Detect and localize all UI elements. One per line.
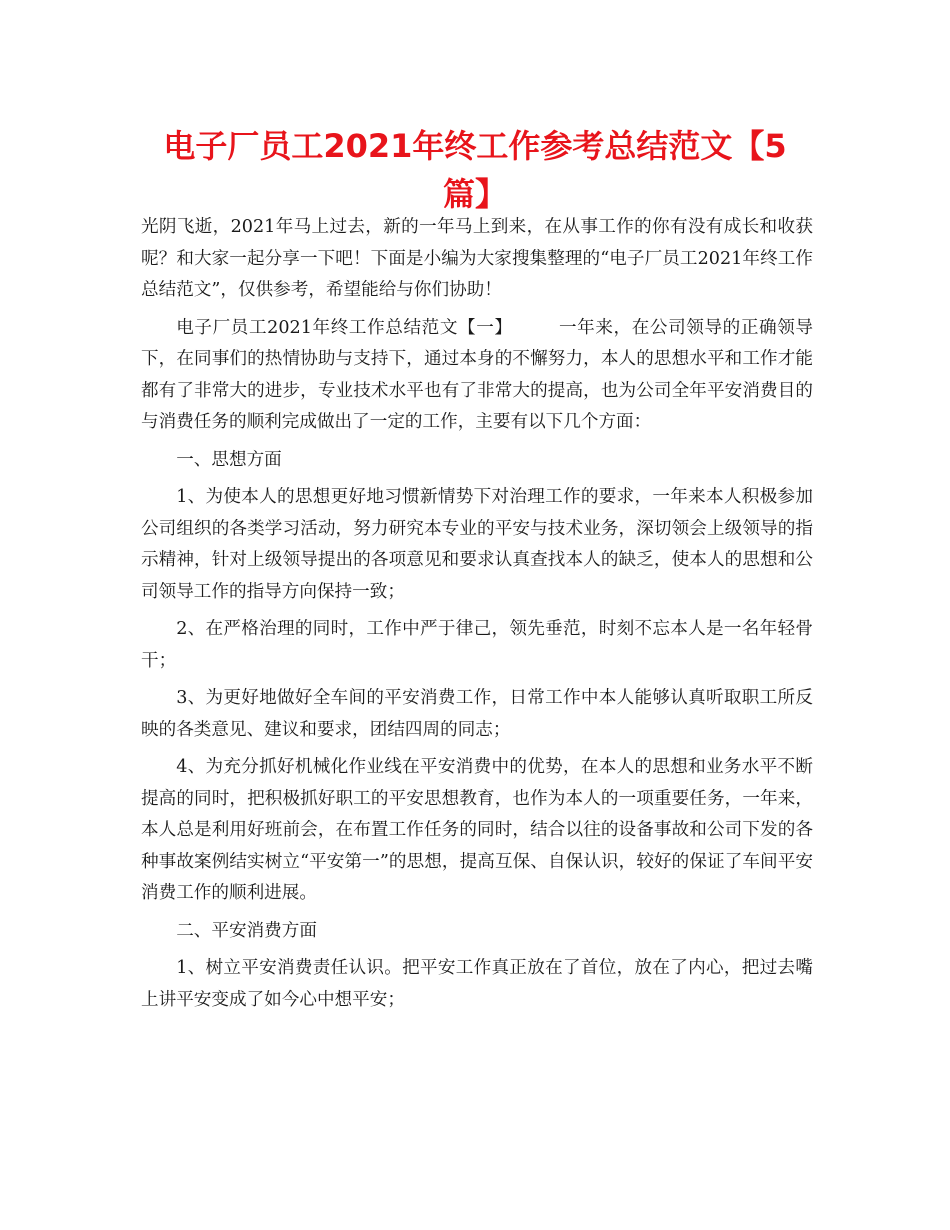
intro-paragraph: 光阴飞逝，2021年马上过去，新的一年马上到来，在从事工作的你有没有成长和收获呢？和大家一起分享一下吧！下面是小编为大家搜集整理的“电子厂员工2021年终工作总结范文”，仅供参考，希望能给与你们协助！ xyxy=(141,217,813,300)
document-body xyxy=(141,212,813,1022)
part1-item-2: 2、在严格治理的同时，工作中严于律己，领先垂范，时刻不忘本人是一名年轻骨干； xyxy=(141,619,813,671)
document-title: 电子厂员工2021年终工作参考总结范文【5篇】 xyxy=(163,127,787,213)
section-paragraph xyxy=(141,313,813,439)
part1-heading: 一、思想方面 xyxy=(176,449,282,470)
part1-item-1: 1、为使本人的思想更好地习惯新情势下对治理工作的要求，一年来本人积极参加公司组织的各类学习活动，努力研究本专业的平安与技术业务，深切领会上级领导的指示精神，针对上级领导提出的各项意见和要求认真查找本人的缺乏，使本人的思想和公司领导工作的指导方向保持一致； xyxy=(141,487,813,602)
part2-item-1: 1、树立平安消费责任认识。把平安工作真正放在了首位，放在了内心，把过去嘴上讲平安变成了如今心中想平安； xyxy=(141,958,813,1010)
section-heading: 电子厂员工2021年终工作总结范文【一】 xyxy=(176,317,513,338)
part1-item-4: 4、为充分抓好机械化作业线在平安消费中的优势，在本人的思想和业务水平不断提高的同时，把积极抓好职工的平安思想教育，也作为本人的一项重要任务，一年来，本人总是利用好班前会，在布置工作任务的同时，结合以往的设备事故和公司下发的各种事故案例结实树立“平安第一”的思想，提高互保、自保认识，较好的保证了车间平安消费工作的顺利进展。 xyxy=(141,757,813,903)
section-intro: 一年来，在公司领导的正确领导下，在同事们的热情协助与支持下，通过本身的不懈努力，本人的思想水平和工作才能都有了非常大的进步，专业技术水平也有了非常大的提高，也为公司全年平安消费目的与消费任务的顺利完成做出了一定的工作，主要有以下几个方面： xyxy=(141,317,813,432)
part2-heading: 二、平安消费方面 xyxy=(176,920,317,941)
part1-item-3: 3、为更好地做好全车间的平安消费工作，日常工作中本人能够认真听取职工所反映的各类意见、建议和要求，团结四周的同志； xyxy=(141,688,813,740)
